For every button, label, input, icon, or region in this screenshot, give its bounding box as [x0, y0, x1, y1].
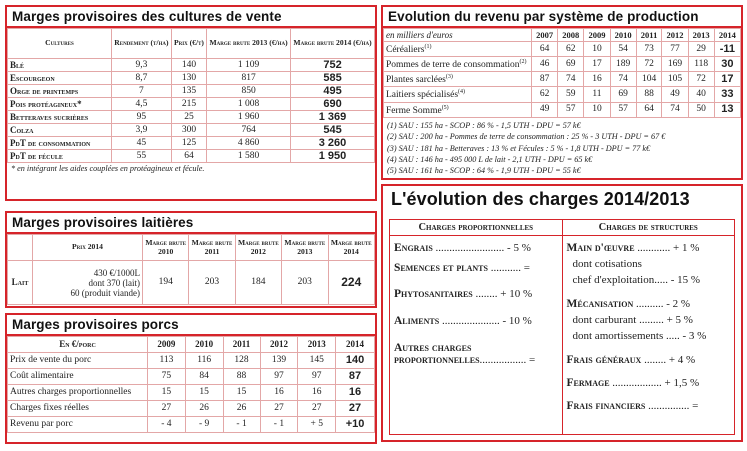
- table-cell: 104: [636, 72, 662, 87]
- table-row: [8, 353, 375, 369]
- frais-generaux-label: Frais généraux: [566, 354, 642, 366]
- lait-prix-line: 60 (produit viande): [70, 287, 140, 298]
- table-cell: 27: [260, 401, 298, 417]
- system-label: [384, 72, 532, 87]
- evolution-table: [383, 28, 741, 118]
- engrais-value: ......................... - 5 %: [435, 242, 531, 254]
- footnote-ref: (2): [519, 59, 527, 66]
- table-cell: 16: [336, 385, 375, 401]
- table-cell: 15: [185, 385, 223, 401]
- mecanisation-value: .......... - 2 %: [635, 298, 691, 310]
- table-cell: 87: [532, 72, 558, 87]
- table-cell: 69: [610, 87, 636, 102]
- amortissements-value: ..... - 3 %: [666, 330, 707, 342]
- table-cell: 189: [610, 57, 636, 72]
- header-cultures: Cultures: [8, 29, 112, 59]
- autres-row: [390, 342, 562, 366]
- footnote-ref: (1): [424, 44, 432, 50]
- lait-mb-2012: 184: [235, 261, 281, 305]
- table-cell: 125: [171, 137, 206, 150]
- table-cell: + 5: [298, 417, 336, 433]
- table-cell: 45: [112, 137, 172, 150]
- table-cell: 116: [185, 353, 223, 369]
- table-cell: 113: [148, 353, 186, 369]
- table-cell: 26: [223, 401, 260, 417]
- table-cell: 3 260: [291, 137, 375, 150]
- table-cell: 27: [298, 401, 336, 417]
- table-cell: 74: [662, 102, 688, 117]
- table-cell: - 9: [185, 417, 223, 433]
- table-row: [8, 124, 375, 137]
- table-row: [8, 401, 375, 417]
- table-row: [384, 57, 741, 72]
- porc-row-label: Charges fixes réelles: [8, 401, 148, 417]
- table-cell: 30: [714, 57, 740, 72]
- porcs-table: [7, 336, 375, 433]
- carburant-value: ......... + 5 %: [639, 314, 693, 326]
- year-header: 2007: [532, 29, 558, 42]
- table-row: [384, 102, 741, 117]
- table-cell: 15: [223, 385, 260, 401]
- cultures-rows: [8, 59, 375, 163]
- table-cell: 29: [688, 42, 714, 57]
- table-row: [8, 111, 375, 124]
- table-cell: 25: [171, 111, 206, 124]
- table-cell: 13: [714, 102, 740, 117]
- porcs-rows: [8, 353, 375, 433]
- year-header: 2011: [636, 29, 662, 42]
- table-cell: 62: [532, 87, 558, 102]
- footnote-ref: (4): [458, 89, 466, 96]
- charges-panel: [381, 184, 743, 442]
- porc-row-label: Revenu par porc: [8, 417, 148, 433]
- table-cell: 139: [260, 353, 298, 369]
- semences-row: [390, 262, 562, 274]
- table-cell: 74: [610, 72, 636, 87]
- table-cell: 27: [336, 401, 375, 417]
- system-label: [384, 87, 532, 102]
- phyto-label: Phytosanitaires: [394, 288, 473, 300]
- table-cell: 140: [171, 59, 206, 72]
- footnote: (2) SAU : 200 ha - Pommes de terre de consommation : 25 % - 3 UTH - DPU = 67 €: [387, 132, 666, 142]
- cultures-title: Marges provisoires des cultures de vente: [7, 7, 375, 28]
- footnote: (4) SAU : 146 ha - 495 000 L de lait - 2,1 UTH - DPU = 65 k€: [387, 155, 593, 164]
- table-cell: 16: [260, 385, 298, 401]
- header-mb-2011: Marge brute 2011: [189, 235, 235, 261]
- cotisations-label: dont cotisations: [572, 258, 642, 270]
- cultures-table: [7, 28, 375, 163]
- table-cell: 300: [171, 124, 206, 137]
- footnote: (5) SAU : 161 ha - SCOP : 64 % - 1,9 UTH - DPU = 55 k€: [387, 166, 581, 176]
- charges-box: [389, 219, 735, 435]
- lait-mb-2010: 194: [143, 261, 189, 305]
- table-cell: 128: [223, 353, 260, 369]
- main-oeuvre-label: Main d'œuvre: [566, 242, 635, 254]
- header-mb-2012: Marge brute 2012: [235, 235, 281, 261]
- table-row: [8, 137, 375, 150]
- header-2010: 2010: [185, 337, 223, 353]
- table-cell: 1 369: [291, 111, 375, 124]
- charges-struct-column: [562, 220, 735, 434]
- table-cell: 1 580: [207, 150, 291, 163]
- culture-name: Colza: [8, 124, 112, 137]
- table-row: [8, 150, 375, 163]
- table-cell: 1 109: [207, 59, 291, 72]
- aliments-value: ..................... - 10 %: [441, 315, 532, 327]
- table-cell: 97: [298, 369, 336, 385]
- table-cell: 585: [291, 72, 375, 85]
- header-marge-2013: Marge brute 2013 (€/ha): [207, 29, 291, 59]
- table-cell: 764: [207, 124, 291, 137]
- culture-name: Pois protéagineux*: [8, 98, 112, 111]
- lait-prix-line: 430 €/1000L: [93, 267, 140, 278]
- frais-generaux-value: ........ + 4 %: [644, 354, 696, 366]
- table-cell: 59: [558, 87, 584, 102]
- amortissements-label: dont amortissements: [572, 330, 664, 342]
- header-rendement: Rendement (t/ha): [112, 29, 172, 59]
- table-cell: 64: [532, 42, 558, 57]
- porcs-panel: [5, 313, 377, 444]
- fermage-row: [563, 377, 735, 389]
- table-row: [8, 417, 375, 433]
- table-row: [8, 261, 375, 305]
- frais-generaux-row: [563, 354, 735, 366]
- table-cell: 1 960: [207, 111, 291, 124]
- table-row: [8, 72, 375, 85]
- table-cell: 16: [298, 385, 336, 401]
- semences-value: ........... =: [490, 262, 530, 274]
- year-header: 2008: [558, 29, 584, 42]
- cultures-panel: [5, 5, 377, 201]
- table-cell: 74: [558, 72, 584, 87]
- autres-label-2: proportionnelles: [394, 354, 480, 366]
- frais-financiers-row: [563, 400, 735, 412]
- header-mb-2014: Marge brute 2014: [328, 235, 374, 261]
- table-cell: 87: [336, 369, 375, 385]
- footnote-ref: (3): [445, 74, 453, 81]
- footnote: (3) SAU : 181 ha - Betteraves : 13 % et Fécules : 5 % - 1,8 UTH - DPU = 77 k€: [387, 143, 651, 153]
- evolution-title: Evolution du revenu par système de production: [383, 7, 741, 28]
- table-cell: 72: [688, 72, 714, 87]
- mecanisation-label: Mécanisation: [566, 298, 634, 310]
- phyto-value: ........ + 10 %: [475, 288, 533, 300]
- table-cell: 75: [148, 369, 186, 385]
- porcs-title: Marges provisoires porcs: [7, 315, 375, 336]
- table-cell: 88: [636, 87, 662, 102]
- table-cell: 15: [148, 385, 186, 401]
- charges-title: L'évolution des charges 2014/2013: [391, 189, 690, 209]
- semences-label: Semences et plants: [394, 262, 488, 274]
- table-cell: 8,7: [112, 72, 172, 85]
- charges-prop-column: [390, 220, 562, 434]
- table-cell: 135: [171, 85, 206, 98]
- table-cell: 3,9: [112, 124, 172, 137]
- table-cell: 16: [584, 72, 610, 87]
- header-marge-2014: Marge brute 2014 (€/ha): [291, 29, 375, 59]
- fermage-value: .................. + 1,5 %: [612, 377, 700, 389]
- cultures-note: * en intégrant les aides couplées en protéagineux et fécule.: [11, 164, 205, 173]
- table-cell: 850: [207, 85, 291, 98]
- system-name: Ferme Somme: [386, 105, 442, 116]
- table-cell: 64: [636, 102, 662, 117]
- header-en-euro-porc: En €/porc: [8, 337, 148, 353]
- system-label: [384, 57, 532, 72]
- header-prix-2014: Prix 2014: [33, 235, 143, 261]
- footnote: (1) SAU : 155 ha - SCOP : 86 % - 1,5 UTH - DPU = 57 k€: [387, 120, 581, 130]
- lait-prix: [33, 261, 143, 305]
- header-mb-2013: Marge brute 2013: [282, 235, 328, 261]
- table-cell: 215: [171, 98, 206, 111]
- table-cell: 118: [688, 57, 714, 72]
- table-cell: 64: [171, 150, 206, 163]
- table-cell: 7: [112, 85, 172, 98]
- culture-name: PdT de fécule: [8, 150, 112, 163]
- frais-financiers-value: ............... =: [648, 400, 699, 412]
- table-cell: 46: [532, 57, 558, 72]
- table-cell: 9,3: [112, 59, 172, 72]
- porc-row-label: Autres charges proportionnelles: [8, 385, 148, 401]
- carburant-label: dont carburant: [572, 314, 637, 326]
- fermage-label: Fermage: [566, 377, 610, 389]
- table-cell: 69: [558, 57, 584, 72]
- table-cell: 54: [610, 42, 636, 57]
- porc-row-label: Coût alimentaire: [8, 369, 148, 385]
- aliments-label: Aliments: [394, 315, 440, 327]
- amortissements-row: [563, 330, 735, 342]
- table-cell: 140: [336, 353, 375, 369]
- cotisations-value: ..... - 15 %: [654, 274, 701, 286]
- table-cell: 55: [112, 150, 172, 163]
- struct-header: Charges de structures: [563, 220, 735, 236]
- table-cell: - 1: [260, 417, 298, 433]
- table-cell: 1 950: [291, 150, 375, 163]
- table-cell: 17: [584, 57, 610, 72]
- lait-mb-2013: 203: [282, 261, 328, 305]
- table-cell: 57: [558, 102, 584, 117]
- evolution-rows: [384, 42, 741, 118]
- table-row: [8, 369, 375, 385]
- table-cell: 690: [291, 98, 375, 111]
- prop-header: Charges proportionnelles: [390, 220, 562, 236]
- system-name: Laitiers spécialisés: [386, 90, 459, 101]
- aliments-row: [390, 315, 562, 327]
- porc-row-label: Prix de vente du porc: [8, 353, 148, 369]
- table-cell: 17: [714, 72, 740, 87]
- table-cell: 27: [148, 401, 186, 417]
- lait-label: Lait: [8, 261, 33, 305]
- table-row: [384, 42, 741, 57]
- header-2011: 2011: [223, 337, 260, 353]
- table-cell: 130: [171, 72, 206, 85]
- engrais-row: [390, 242, 562, 254]
- table-cell: 545: [291, 124, 375, 137]
- header-mb-2010: Marge brute 2010: [143, 235, 189, 261]
- table-cell: 26: [185, 401, 223, 417]
- year-header: 2009: [584, 29, 610, 42]
- autres-value: ................. =: [479, 354, 536, 366]
- table-row: [384, 87, 741, 102]
- table-cell: 77: [662, 42, 688, 57]
- table-cell: 62: [558, 42, 584, 57]
- table-cell: 4 860: [207, 137, 291, 150]
- main-oeuvre-value: ............ + 1 %: [637, 242, 700, 254]
- table-cell: - 4: [148, 417, 186, 433]
- culture-name: Betteraves sucrières: [8, 111, 112, 124]
- table-row: [8, 59, 375, 72]
- header-2013: 2013: [298, 337, 336, 353]
- table-cell: 11: [584, 87, 610, 102]
- laitieres-panel: [5, 211, 377, 308]
- table-row: [8, 385, 375, 401]
- system-name: Plantes sarclées: [386, 75, 446, 86]
- carburant-row: [563, 314, 735, 326]
- header-empty: [8, 235, 33, 261]
- system-label: [384, 102, 532, 117]
- year-header: 2010: [610, 29, 636, 42]
- engrais-label: Engrais: [394, 242, 433, 254]
- mecanisation-row: [563, 298, 735, 310]
- frais-financiers-label: Frais financiers: [566, 400, 646, 412]
- autres-label-1: Autres charges: [394, 342, 472, 354]
- phyto-row: [390, 288, 562, 300]
- main-oeuvre-row: [563, 242, 735, 254]
- table-cell: 495: [291, 85, 375, 98]
- table-cell: 50: [688, 102, 714, 117]
- evolution-notes: [383, 118, 741, 177]
- table-cell: 10: [584, 102, 610, 117]
- table-cell: 97: [260, 369, 298, 385]
- culture-name: Escourgeon: [8, 72, 112, 85]
- table-row: [8, 98, 375, 111]
- table-cell: 145: [298, 353, 336, 369]
- evolution-panel: [381, 5, 743, 180]
- unit-label: en milliers d'euros: [384, 29, 532, 42]
- table-cell: 95: [112, 111, 172, 124]
- system-name: Céréaliers: [386, 45, 425, 56]
- table-cell: 4,5: [112, 98, 172, 111]
- header-2014: 2014: [336, 337, 375, 353]
- table-cell: +10: [336, 417, 375, 433]
- table-cell: 72: [636, 57, 662, 72]
- year-header: 2014: [714, 29, 740, 42]
- lait-mb-2011: 203: [189, 261, 235, 305]
- table-cell: 169: [662, 57, 688, 72]
- table-cell: 40: [688, 87, 714, 102]
- table-cell: 57: [610, 102, 636, 117]
- lait-mb-2014: 224: [328, 261, 374, 305]
- table-cell: 73: [636, 42, 662, 57]
- system-label: [384, 42, 532, 57]
- laitieres-table: [7, 234, 375, 305]
- table-cell: - 1: [223, 417, 260, 433]
- table-cell: 1 008: [207, 98, 291, 111]
- table-cell: 817: [207, 72, 291, 85]
- table-cell: -11: [714, 42, 740, 57]
- table-cell: 88: [223, 369, 260, 385]
- laitieres-title: Marges provisoires laitières: [7, 213, 375, 234]
- table-cell: 84: [185, 369, 223, 385]
- lait-prix-line: dont 370 (lait): [88, 277, 140, 288]
- culture-name: PdT de consommation: [8, 137, 112, 150]
- system-name: Pommes de terre de consommation: [386, 60, 520, 71]
- table-cell: 49: [662, 87, 688, 102]
- table-cell: 752: [291, 59, 375, 72]
- header-prix: Prix (€/t): [171, 29, 206, 59]
- culture-name: Orge de printemps: [8, 85, 112, 98]
- table-cell: 10: [584, 42, 610, 57]
- table-cell: 105: [662, 72, 688, 87]
- culture-name: Blé: [8, 59, 112, 72]
- cotisations-row: [563, 274, 735, 286]
- header-2012: 2012: [260, 337, 298, 353]
- table-row: [8, 85, 375, 98]
- header-2009: 2009: [148, 337, 186, 353]
- year-header: 2012: [662, 29, 688, 42]
- cotisations-label-2: chef d'exploitation: [572, 274, 655, 286]
- year-header: 2013: [688, 29, 714, 42]
- footnote-ref: (5): [441, 104, 449, 111]
- table-cell: 49: [532, 102, 558, 117]
- table-row: [384, 72, 741, 87]
- table-cell: 33: [714, 87, 740, 102]
